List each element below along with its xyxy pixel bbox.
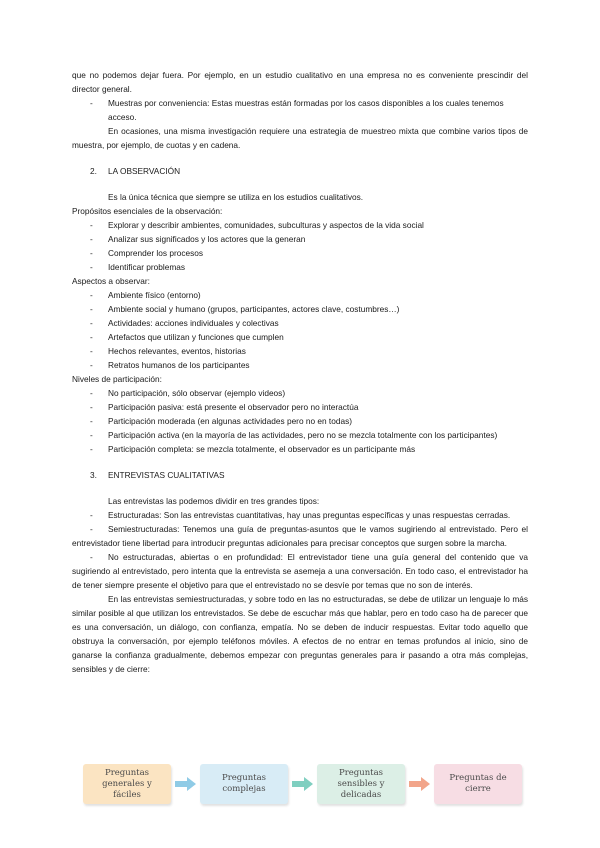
step-label: Preguntas de cierre	[449, 773, 507, 794]
document-body	[72, 68, 528, 676]
list-item: - Participación moderada (en algunas actividades pero no en todas)	[72, 414, 528, 428]
list-item: - Analizar sus significados y los actores que la generan	[72, 232, 528, 246]
interview-type-text: Estructuradas: Son las entrevistas cuantitativas, hay unas preguntas específicas y unas respuestas cerradas.	[108, 510, 511, 520]
aspects-label: Aspectos a observar:	[72, 276, 150, 286]
interview-type-text: Semiestructuradas: Tenemos una guía de preguntas-asuntos que le vamos sugiriendo al entrevistado. Pero el entrevistador tiene libertad para introducir preguntas adicionales para precisar conceptos que surgen sobre la marcha.	[72, 524, 528, 548]
list-item: - No participación, sólo observar (ejemplo videos)	[72, 386, 528, 400]
arrow-shape	[175, 777, 196, 791]
arrow-shape	[409, 777, 430, 791]
list-item: - Ambiente físico (entorno)	[72, 288, 528, 302]
step-label: Preguntas generales y fáciles	[102, 767, 152, 800]
arrow-right-icon	[409, 777, 431, 791]
interview-type-no-estructuradas: - No estructuradas, abiertas o en profundidad: El entrevistador tiene una guía general del contenido que va sugiriendo al entrevistado, pero intenta que la entrevista se asemeja a una conversación. En todo caso, el entrevistador ha de tener siempre presente el objetivo para que el entrevistado no se desvíe por temas que no son de interés.	[72, 552, 528, 590]
list-item: - Participación activa (en la mayoría de las actividades, pero no se mezcla totalmente con los participantes)	[72, 428, 528, 442]
section-number: 3.	[90, 470, 97, 480]
step-preguntas-sensibles	[317, 764, 405, 804]
arrow-shape	[292, 777, 313, 791]
paragraph-closing: En las entrevistas semiestructuradas, y sobre todo en las no estructuradas, se debe de utilizar un lenguaje lo más similar posible al que utilizan los entrevistados. Se debe de escuchar más que hablar, pero en todo caso ha de parecer que es una conversación, un diálogo, con confianza, empatía. No se deben de inducir respuestas. Evitar todo aquello que obstruya la conversación, por ejemplo teléfonos móviles. A efectos de no entrar en temas profundos al inicio, sino de ganarse la confianza gradualmente, debemos empezar con preguntas generales para ir pasando a otra más complejas, sensibles y de cierre:	[72, 594, 528, 674]
list-item: - Actividades: acciones individuales y colectivas	[72, 316, 528, 330]
list-item: - Artefactos que utilizan y funciones que cumplen	[72, 330, 528, 344]
step-preguntas-cierre	[434, 764, 522, 804]
step-label: Preguntas complejas	[221, 773, 267, 794]
section-title: LA OBSERVACIÓN	[108, 166, 181, 176]
list-item: - Participación completa: se mezcla totalmente, el observador es un participante más	[72, 442, 528, 456]
list-item: - Comprender los procesos	[72, 246, 528, 260]
arrow-right-icon	[175, 777, 197, 791]
levels-label: Niveles de participación:	[72, 374, 162, 384]
bullet-muestras-conveniencia: - Muestras por conveniencia: Estas muestras están formadas por los casos disponibles a los cuales tenemos acceso.	[72, 96, 528, 124]
list-item: - Ambiente social y humano (grupos, participantes, actores clave, costumbres…)	[72, 302, 528, 316]
section-title: ENTREVISTAS CUALITATIVAS	[108, 470, 225, 480]
paragraph-muestreo-mixto: En ocasiones, una misma investigación requiere una estrategia de muestreo mixta que combine varios tipos de muestra, por ejemplo, de cuotas y en cadena.	[72, 126, 528, 150]
observacion-intro: Es la única técnica que siempre se utiliza en los estudios cualitativos.	[108, 192, 364, 202]
list-item: - Participación pasiva: está presente el observador pero no interactúa	[72, 400, 528, 414]
list-item: - Retratos humanos de los participantes	[72, 358, 528, 372]
paragraph-intro: que no podemos dejar fuera. Por ejemplo, en un estudio cualitativo en una empresa no es conveniente prescindir del director general.	[72, 70, 528, 94]
arrow-right-icon	[292, 777, 314, 791]
list-item: - Identificar problemas	[72, 260, 528, 274]
interview-type-text: No estructuradas, abiertas o en profundidad: El entrevistador tiene una guía general del contenido que va sugiriendo al entrevistado, pero intenta que la entrevista se asemeja a una conversación. En todo caso, el entrevistador ha de tener siempre presente el objetivo para que el entrevistado no se desvíe por temas que no son de interés.	[72, 552, 528, 590]
section-number: 2.	[90, 166, 97, 176]
purposes-label: Propósitos esenciales de la observación:	[72, 206, 223, 216]
list-item: - Hechos relevantes, eventos, historias	[72, 344, 528, 358]
interview-type-estructuradas: - Estructuradas: Son las entrevistas cuantitativas, hay unas preguntas específicas y unas respuestas cerradas.	[90, 510, 511, 520]
question-sequence-diagram	[83, 764, 523, 808]
entrevistas-intro: Las entrevistas las podemos dividir en tres grandes tipos:	[108, 496, 320, 506]
list-item: - Explorar y describir ambientes, comunidades, subculturas y aspectos de la vida social	[72, 218, 528, 232]
interview-type-semiestructuradas: - Semiestructuradas: Tenemos una guía de preguntas-asuntos que le vamos sugiriendo al entrevistado. Pero el entrevistador tiene libertad para introducir preguntas adicionales para precisar conceptos que surgen sobre la marcha.	[72, 524, 528, 548]
step-preguntas-generales	[83, 764, 171, 804]
section-heading-observacion	[72, 164, 528, 178]
step-label: Preguntas sensibles y delicadas	[337, 767, 385, 800]
section-heading-entrevistas	[72, 468, 528, 482]
step-preguntas-complejas	[200, 764, 288, 804]
